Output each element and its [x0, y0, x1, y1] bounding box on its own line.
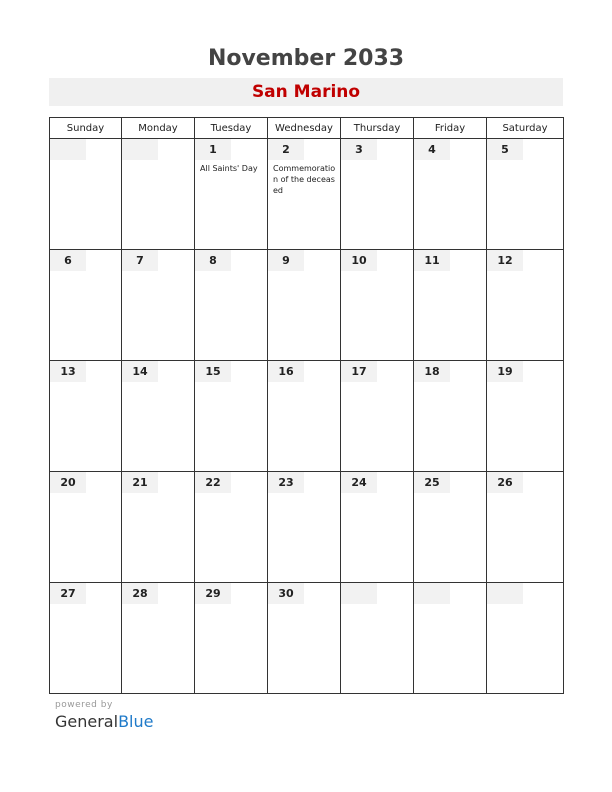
day-cell	[50, 139, 122, 250]
day-cell	[122, 361, 195, 472]
day-number: 14	[122, 361, 158, 382]
day-number: 5	[487, 139, 523, 160]
week-row	[50, 250, 564, 361]
page-title: November 2033	[207, 46, 405, 71]
day-number: 2	[268, 139, 304, 160]
day-number	[414, 583, 450, 604]
day-number: 25	[414, 472, 450, 493]
day-cell	[341, 250, 414, 361]
day-cell	[122, 139, 195, 250]
week-row	[50, 472, 564, 583]
day-number: 30	[268, 583, 304, 604]
day-cell	[487, 250, 564, 361]
day-number: 17	[341, 361, 377, 382]
day-number: 20	[50, 472, 86, 493]
day-number: 3	[341, 139, 377, 160]
day-number: 1	[195, 139, 231, 160]
powered-by-text: powered by	[55, 700, 113, 710]
day-cell	[50, 583, 122, 694]
day-cell	[268, 361, 341, 472]
brand-blue: Blue	[118, 712, 154, 731]
weekday-header: Wednesday	[268, 118, 341, 139]
generalblue-logo	[55, 712, 153, 731]
day-number: 11	[414, 250, 450, 271]
day-number	[487, 583, 523, 604]
day-cell	[268, 250, 341, 361]
day-cell	[487, 583, 564, 694]
weekday-header: Sunday	[50, 118, 122, 139]
day-cell	[414, 139, 487, 250]
day-number: 12	[487, 250, 523, 271]
weekday-header: Tuesday	[195, 118, 268, 139]
weekday-header: Monday	[122, 118, 195, 139]
day-number: 21	[122, 472, 158, 493]
day-cell	[50, 472, 122, 583]
holiday-label: All Saints' Day	[200, 164, 258, 173]
day-number	[122, 139, 158, 160]
day-cell	[341, 472, 414, 583]
day-cell	[341, 139, 414, 250]
day-number: 19	[487, 361, 523, 382]
day-cell	[487, 139, 564, 250]
weekday-header-row	[50, 118, 564, 139]
day-cell	[414, 361, 487, 472]
day-cell	[268, 139, 341, 250]
day-cell	[195, 250, 268, 361]
day-number: 22	[195, 472, 231, 493]
brand-general: General	[55, 712, 119, 731]
country-banner	[49, 78, 563, 106]
weekday-header: Friday	[414, 118, 487, 139]
day-cell	[487, 361, 564, 472]
day-cell	[122, 583, 195, 694]
day-cell	[268, 583, 341, 694]
day-number: 27	[50, 583, 86, 604]
day-number: 16	[268, 361, 304, 382]
day-cell	[122, 472, 195, 583]
day-cell	[50, 250, 122, 361]
day-number: 24	[341, 472, 377, 493]
day-number: 26	[487, 472, 523, 493]
week-row	[50, 139, 564, 250]
weekday-header: Thursday	[341, 118, 414, 139]
footer-branding	[55, 700, 153, 731]
weekday-header: Saturday	[487, 118, 564, 139]
day-number: 23	[268, 472, 304, 493]
calendar-grid	[49, 117, 564, 694]
day-number: 9	[268, 250, 304, 271]
day-number: 10	[341, 250, 377, 271]
week-row	[50, 361, 564, 472]
day-number: 13	[50, 361, 86, 382]
day-number: 4	[414, 139, 450, 160]
day-number	[341, 583, 377, 604]
day-cell	[414, 250, 487, 361]
day-cell	[195, 361, 268, 472]
week-row	[50, 583, 564, 694]
day-number: 6	[50, 250, 86, 271]
day-cell	[414, 472, 487, 583]
day-number: 29	[195, 583, 231, 604]
day-number: 8	[195, 250, 231, 271]
day-cell	[414, 583, 487, 694]
day-number	[50, 139, 86, 160]
day-cell	[122, 250, 195, 361]
day-cell	[341, 361, 414, 472]
day-cell	[487, 472, 564, 583]
day-number: 15	[195, 361, 231, 382]
day-number: 28	[122, 583, 158, 604]
country-name: San Marino	[251, 82, 361, 102]
day-number: 7	[122, 250, 158, 271]
day-number: 18	[414, 361, 450, 382]
holiday-label: Commemoration of the deceased	[273, 164, 336, 195]
day-cell	[341, 583, 414, 694]
day-cell	[50, 361, 122, 472]
day-cell	[195, 583, 268, 694]
day-cell	[268, 472, 341, 583]
day-cell	[195, 139, 268, 250]
day-cell	[195, 472, 268, 583]
